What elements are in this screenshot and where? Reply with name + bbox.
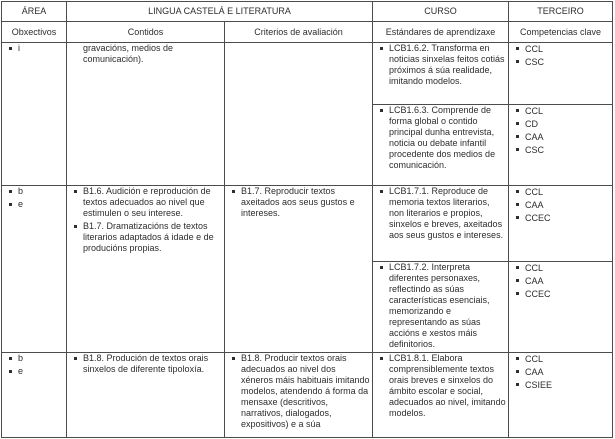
competency-label: CD — [525, 119, 538, 129]
standard-text: LCB1.6.3. Comprende de forma global o contido principal dunha entrevista, noticia ou debate infantil procedente dos medios de comunicación. — [389, 105, 496, 170]
list-item — [373, 186, 508, 241]
competencies-cell — [509, 105, 613, 186]
contents-cell — [67, 43, 225, 186]
standard-text: LCB1.7.1. Reproduce de memoria textos literarios, non literarios e propios, sinxelos e breves, axeitados aos seus gustos e intereses. — [389, 186, 504, 240]
header-contidos: Contidos — [67, 22, 225, 43]
header-row-columns — [2, 22, 613, 43]
competency-label: CCL — [525, 263, 544, 273]
bullet-icon — [9, 203, 12, 206]
list-item — [509, 353, 612, 365]
list-item — [67, 221, 224, 254]
competency-label: CCL — [525, 354, 544, 364]
competency-label: CCL — [525, 187, 544, 197]
criteria-cell — [225, 353, 373, 438]
list-item — [509, 56, 612, 68]
competency-label: CAA — [525, 200, 544, 210]
bullet-icon — [9, 357, 12, 360]
content-text: B1.8. Produción de textos orais sinxelos de diferente tipoloxía. — [83, 353, 209, 374]
competency-label: CSIEE — [525, 380, 553, 390]
bullet-icon — [74, 357, 77, 360]
objective-label: e — [18, 366, 24, 376]
competency-label: CAA — [525, 276, 544, 286]
header-row-area — [2, 2, 613, 22]
competency-label: CAA — [525, 132, 544, 142]
bullet-icon — [516, 109, 519, 112]
bullet-icon — [516, 383, 519, 386]
objective-label: b — [18, 353, 24, 363]
bullet-icon — [516, 122, 519, 125]
list-item — [509, 144, 612, 156]
table-row — [2, 353, 613, 438]
table-row — [2, 186, 613, 262]
list-item — [2, 353, 66, 364]
list-item — [509, 186, 612, 198]
standard-text: LCB1.7.2. Interpreta diferentes personaxes, reflectindo as súas características esenciais, memorizando e representando as súas accións e xestos máis definitorios. — [389, 262, 490, 349]
bullet-icon — [380, 47, 383, 50]
bullet-icon — [516, 370, 519, 373]
competency-label: CCL — [525, 44, 544, 54]
bullet-icon — [516, 279, 519, 282]
objectives-cell — [2, 186, 67, 353]
list-item — [2, 366, 66, 377]
competencies-cell — [509, 262, 613, 353]
list-item — [509, 366, 612, 378]
bullet-icon — [516, 60, 519, 63]
list-item — [225, 186, 372, 219]
header-obxectivos: Obxectivos — [2, 22, 67, 43]
bullet-icon — [380, 357, 383, 360]
bullet-icon — [232, 357, 235, 360]
content-text: gravacións, medios de comunicación). — [83, 43, 174, 64]
header-curso: CURSO — [373, 2, 509, 22]
standards-cell — [373, 186, 509, 262]
list-item — [509, 43, 612, 55]
bullet-icon — [380, 266, 383, 269]
list-item — [509, 131, 612, 143]
bullet-icon — [516, 135, 519, 138]
objectives-cell — [2, 43, 67, 186]
objective-label: i — [18, 43, 20, 53]
table-row — [2, 43, 613, 105]
competencies-cell — [509, 353, 613, 438]
bullet-icon — [380, 109, 383, 112]
criterion-text: B1.8. Producir textos orais adecuados ao nivel dos xéneros máis habituais imitando modelos, atendendo á forma da mensaxe (descritivos, narrativos, dialogados, expositivos) e a súa — [241, 353, 370, 429]
list-item — [67, 353, 224, 375]
competency-label: CSC — [525, 145, 545, 155]
standard-text: LCB1.6.2. Transforma en noticias sinxelas feitos cotiás próximos á súa realidade, imitando modelos. — [389, 43, 505, 86]
bullet-icon — [516, 190, 519, 193]
bullet-icon — [516, 357, 519, 360]
bullet-icon — [9, 190, 12, 193]
list-item — [509, 118, 612, 130]
list-item — [373, 353, 508, 419]
bullet-icon — [516, 148, 519, 151]
list-item — [509, 105, 612, 117]
bullet-icon — [516, 266, 519, 269]
standards-cell — [373, 262, 509, 353]
list-item — [2, 186, 66, 197]
criteria-cell — [225, 186, 373, 353]
list-item — [373, 105, 508, 171]
competency-label: CSC — [525, 57, 545, 67]
contents-cell — [67, 353, 225, 438]
list-item — [509, 288, 612, 300]
bullet-icon — [232, 190, 235, 193]
list-item — [2, 43, 66, 54]
list-item — [225, 353, 372, 430]
bullet-icon — [516, 203, 519, 206]
standards-cell — [373, 43, 509, 105]
list-item — [67, 43, 224, 65]
contents-cell — [67, 186, 225, 353]
list-item — [509, 199, 612, 211]
standard-text: LCB1.8.1. Elabora comprensiblemente textos orais breves e sinxelos do ámbito escolar e social, adecuados ao nivel, imitando modelos. — [389, 353, 506, 418]
bullet-icon — [516, 216, 519, 219]
bullet-icon — [9, 47, 12, 50]
standards-cell — [373, 353, 509, 438]
competency-label: CCEC — [525, 213, 551, 223]
header-competencias: Competencias clave — [509, 22, 613, 43]
header-criterios: Criterios de avaliación — [225, 22, 373, 43]
header-area: ÁREA — [2, 2, 67, 22]
criteria-cell — [225, 43, 373, 186]
bullet-icon — [74, 225, 77, 228]
bullet-icon — [516, 47, 519, 50]
curriculum-table — [1, 1, 613, 438]
objectives-cell — [2, 353, 67, 438]
objective-label: e — [18, 199, 24, 209]
content-text: B1.7. Dramatizacións de textos literarios adaptados á idade e de producións propias. — [83, 221, 214, 253]
bullet-icon — [516, 292, 519, 295]
list-item — [509, 212, 612, 224]
competencies-cell — [509, 186, 613, 262]
header-subject: LINGUA CASTELÁ E LITERATURA — [67, 2, 373, 22]
criterion-text: B1.7. Reproducir textos axeitados aos seus gustos e intereses. — [241, 186, 355, 218]
bullet-icon — [74, 190, 77, 193]
list-item — [373, 43, 508, 87]
list-item — [67, 186, 224, 219]
content-text: B1.6. Audición e reprodución de textos adecuados ao nivel que estimulen o seu interese. — [83, 186, 211, 218]
competency-label: CAA — [525, 367, 544, 377]
competencies-cell — [509, 43, 613, 105]
objective-label: b — [18, 186, 24, 196]
header-estandares: Estándares de aprendizaxe — [373, 22, 509, 43]
bullet-icon — [380, 190, 383, 193]
list-item — [509, 275, 612, 287]
standards-cell — [373, 105, 509, 186]
competency-label: CCL — [525, 106, 544, 116]
list-item — [2, 199, 66, 210]
list-item — [509, 379, 612, 391]
bullet-icon — [9, 370, 12, 373]
list-item — [509, 262, 612, 274]
header-level: TERCEIRO — [509, 2, 613, 22]
competency-label: CCEC — [525, 289, 551, 299]
list-item — [373, 262, 508, 350]
